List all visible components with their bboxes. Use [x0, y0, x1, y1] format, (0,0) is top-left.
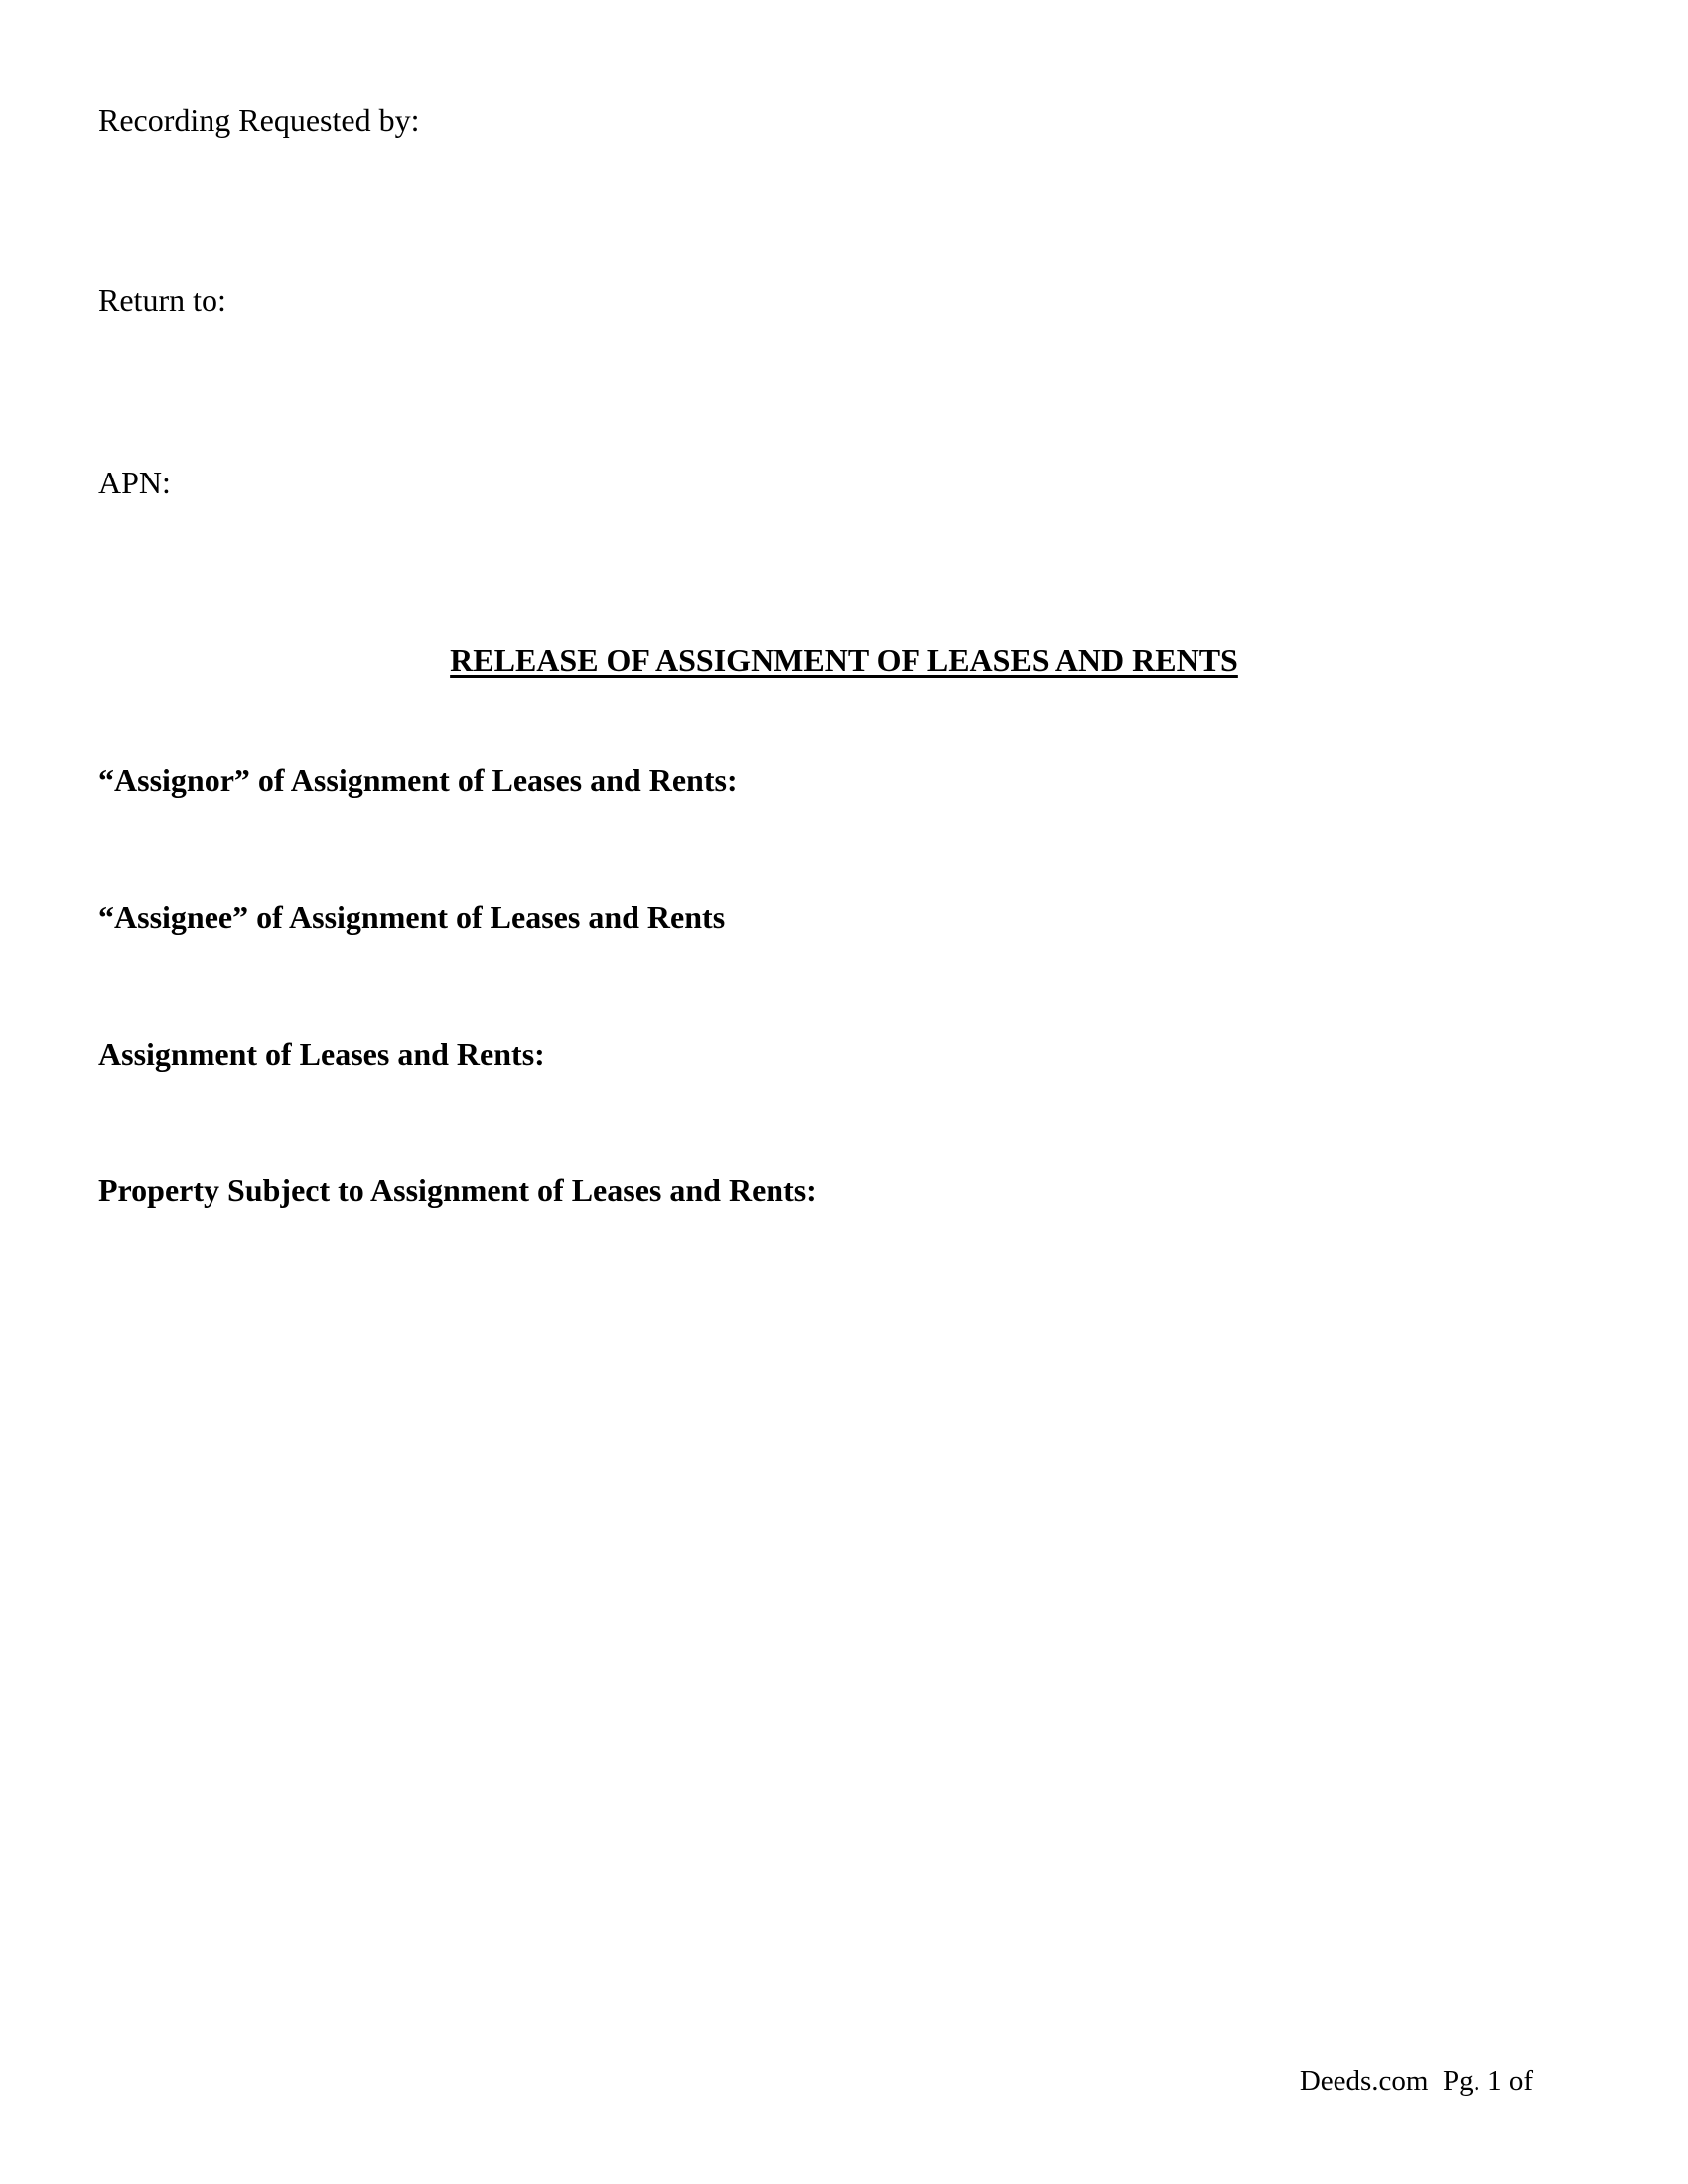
apn-label: APN:	[98, 465, 171, 500]
assignor-label: “Assignor” of Assignment of Leases and Rents:	[98, 762, 738, 798]
recording-requested-by-label: Recording Requested by:	[98, 102, 420, 138]
assignee-label: “Assignee” of Assignment of Leases and Rents	[98, 899, 726, 935]
page-footer: Deeds.com Pg. 1 of	[1299, 2065, 1533, 2097]
return-to-label: Return to:	[98, 282, 226, 318]
document-title: RELEASE OF ASSIGNMENT OF LEASES AND RENTS	[450, 642, 1238, 678]
assignment-label: Assignment of Leases and Rents:	[98, 1036, 545, 1072]
property-subject-label: Property Subject to Assignment of Leases and Rents:	[98, 1172, 817, 1208]
